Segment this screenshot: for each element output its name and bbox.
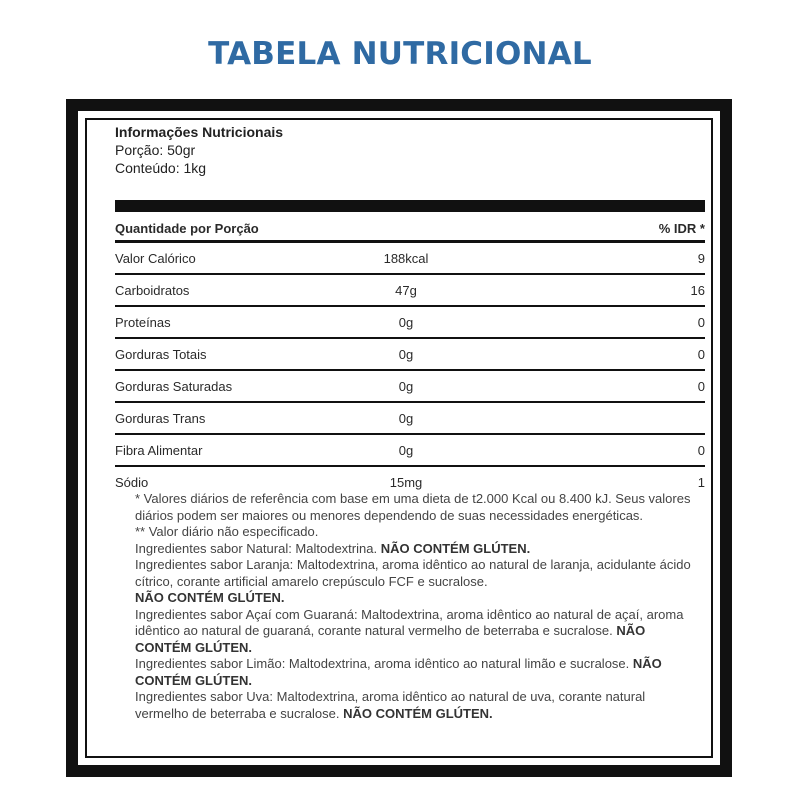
nutrition-label-frame [66,99,732,777]
row-amount: 0g [398,347,414,362]
table-row [115,307,705,339]
table-row [115,275,705,307]
ingredients-limao [135,656,695,689]
row-nutrient: Gorduras Trans [115,411,206,426]
row-idr: 0 [697,443,705,458]
row-amount: 188kcal [383,251,429,266]
row-nutrient: Carboidratos [115,283,190,298]
table-row [115,435,705,467]
row-amount: 0g [398,443,414,458]
row-amount: 0g [398,411,414,426]
ingredients-natural [135,541,695,558]
label-header [115,123,283,177]
ingredients-laranja [135,557,695,607]
ingredients-uva [135,689,695,722]
not-specified-footnote: ** Valor diário não especificado. [135,524,319,539]
row-nutrient: Gorduras Totais [115,347,207,362]
footnotes [135,491,695,722]
content-text: Conteúdo: 1kg [115,160,207,176]
portion-text: Porção: 50gr [115,142,196,158]
gluten-warning: NÃO CONTÉM GLÚTEN. [380,540,531,556]
table-row [115,403,705,435]
row-idr: 0 [697,379,705,394]
row-idr: 0 [697,347,705,362]
ingredients-text: Ingredientes sabor Uva: Maltodextrina, aroma idêntico ao natural de uva, corante natural vermelho de beterraba e sucralose. [135,689,646,721]
header-quantity-label: Quantidade por Porção [115,221,259,236]
ingredients-text: Ingredientes sabor Limão: Maltodextrina, aroma idêntico ao natural limão e sucralose. [135,656,630,671]
table-header [115,214,705,243]
row-nutrient: Sódio [115,475,149,490]
table-row [115,371,705,403]
row-amount: 0g [398,315,414,330]
gluten-warning: NÃO CONTÉM GLÚTEN. [135,656,662,688]
ingredients-text: Ingredientes sabor Açaí com Guaraná: Maltodextrina, aroma idêntico ao natural de açaí, aroma idêntico ao natural de guaraná, corante natural vermelho de beterraba e sucralose. [135,606,684,638]
row-nutrient: Proteínas [115,315,171,330]
row-nutrient: Gorduras Saturadas [115,379,233,394]
table-row [115,243,705,275]
row-nutrient: Fibra Alimentar [115,443,203,458]
ingredients-text: Ingredientes sabor Natural: Maltodextrina. [135,540,378,556]
row-idr: 0 [697,315,705,330]
reference-footnote: * Valores diários de referência com base em uma dieta de t2.000 Kcal ou 8.400 kJ. Seus valores diários podem ser maiores ou menores dependendo de suas necessidades energéticas. [135,491,691,523]
header-idr-label: % IDR * [658,221,705,236]
row-idr: 9 [697,251,705,266]
page-title: TABELA NUTRICIONAL [208,36,592,72]
row-nutrient: Valor Calórico [115,251,196,266]
row-idr: 1 [697,475,705,490]
row-amount: 15mg [389,475,423,490]
table-row [115,339,705,371]
row-amount: 0g [398,379,414,394]
row-idr: 16 [690,283,705,298]
label-title: Informações Nutricionais [115,124,284,140]
nutrition-rows [115,243,705,497]
thick-divider [115,200,705,212]
nutrition-label [78,111,720,765]
ingredients-acai-guarana [135,607,695,657]
gluten-warning: NÃO CONTÉM GLÚTEN. [135,590,285,605]
ingredients-text: Ingredientes sabor Laranja: Maltodextrina, aroma idêntico ao natural de laranja, acidulante ácido cítrico, corante artificial amarelo crepúsculo FCF e sucralose. [135,557,691,589]
gluten-warning: NÃO CONTÉM GLÚTEN. [135,623,646,655]
gluten-warning: NÃO CONTÉM GLÚTEN. [343,705,493,721]
row-amount: 47g [395,283,417,298]
